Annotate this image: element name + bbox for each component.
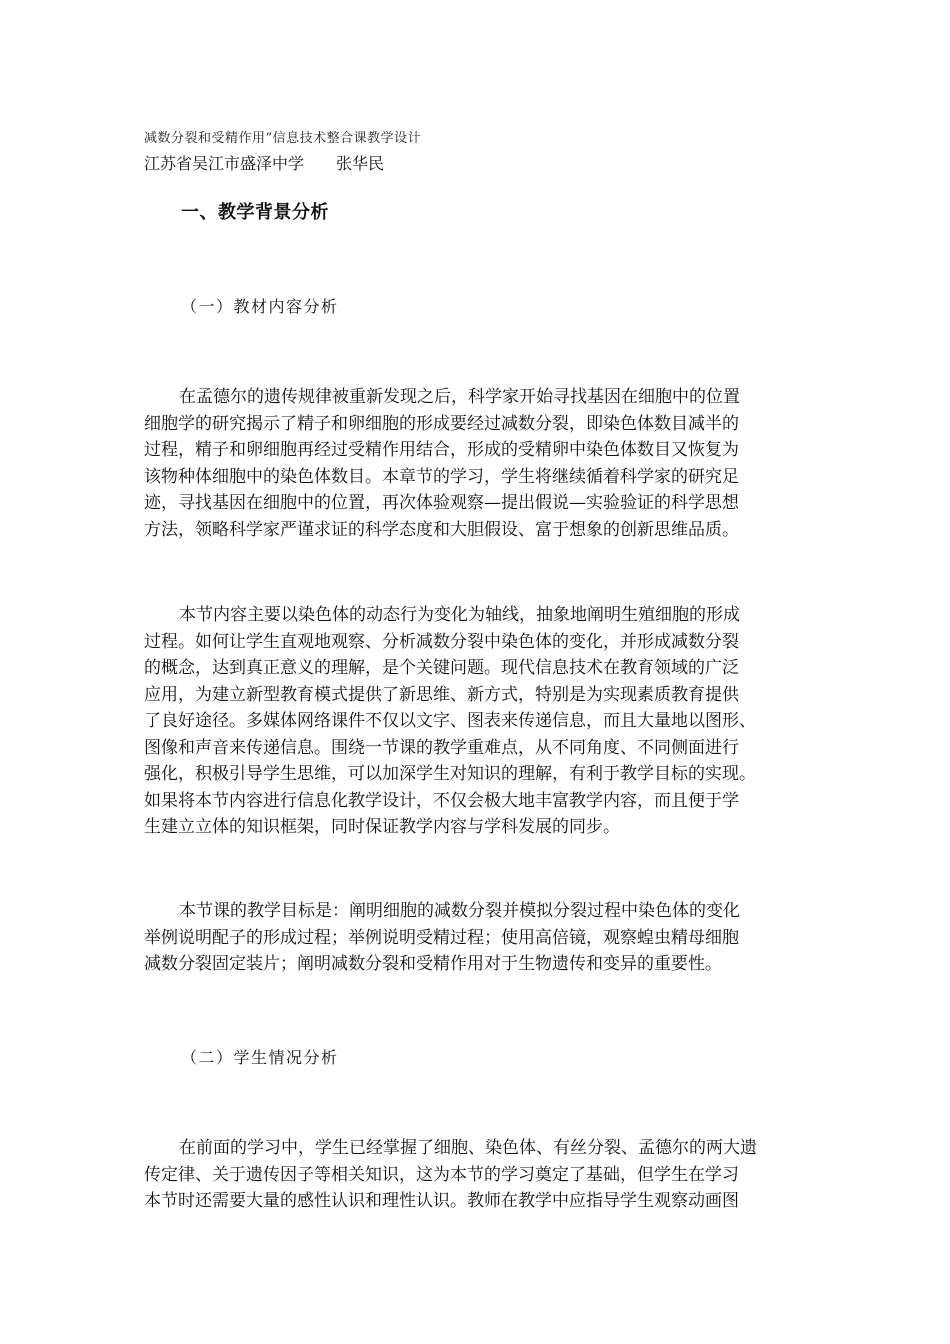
paragraph-line: 减数分裂固定装片；阐明减数分裂和受精作用对于生物遗传和变异的重要性。 [144,954,722,974]
paragraph-line: 传定律、关于遗传因子等相关知识，这为本节的学习奠定了基础，但学生在学习 [144,1164,739,1185]
paragraph-section-content [144,602,808,841]
paragraph-line: 过程。如何让学生直观地观察、分析减数分裂中染色体的变化，并形成减数分裂 [144,631,739,652]
paragraph-line: 应用，为建立新型教育模式提供了新思维、新方式，特别是为实现素质教育提供 [144,684,739,705]
author-name: 张华民 [336,154,385,173]
paragraph-textbook-content [144,384,808,543]
paragraph-line: 在孟德尔的遗传规律被重新发现之后，科学家开始寻找基因在细胞中的位置 [179,387,740,407]
paragraph-line: 细胞学的研究揭示了精子和卵细胞的形成要经过减数分裂，即染色体数目减半的 [144,413,739,434]
subsection-heading-textbook-analysis: （一）教材内容分析 [181,297,339,316]
paragraph-line: 如果将本节内容进行信息化教学设计，不仅会极大地丰富教学内容，而且便于学 [144,790,739,811]
document-title: 减数分裂和受精作用”信息技术整合课教学设计 [144,131,422,146]
paragraph-line: 本节内容主要以染色体的动态行为变化为轴线，抽象地阐明生殖细胞的形成 [179,605,740,625]
paragraph-line: 生建立立体的知识框架，同时保证教学内容与学科发展的同步。 [144,817,620,837]
paragraph-line: 的概念，达到真正意义的理解，是个关键问题。现代信息技术在教育领域的广泛 [144,658,739,678]
section-heading-background-analysis: 一、教学背景分析 [181,202,329,223]
paragraph-line: 本节课的教学目标是：阐明细胞的减数分裂并模拟分裂过程中染色体的变化 [179,901,740,921]
paragraph-line: 在前面的学习中，学生已经掌握了细胞、染色体、有丝分裂、孟德尔的两大遗 [179,1138,757,1158]
paragraph-line: 方法，领略科学家严谨求证的科学态度和大胆假设、富于想象的创新思维品质。 [144,519,739,540]
school-name: 江苏省吴江市盛泽中学 [144,154,305,173]
paragraph-line: 图像和声音来传递信息。围绕一节课的教学重难点，从不同角度、不同侧面进行 [144,737,739,758]
paragraph-line: 迹，寻找基因在细胞中的位置，再次体验观察—提出假说—实验验证的科学思想 [144,493,739,513]
author-line [144,151,384,174]
paragraph-line: 强化，积极引导学生思维，可以加深学生对知识的理解，有利于教学目标的实现。 [144,764,756,784]
paragraph-line: 举例说明配子的形成过程；举例说明受精过程；使用高倍镜，观察蝗虫精母细胞 [144,927,739,948]
paragraph-line: 过程，精子和卵细胞再经过受精作用结合，形成的受精卵中染色体数目又恢复为 [144,440,739,460]
subsection-heading-student-analysis: （二）学生情况分析 [181,1048,339,1067]
paragraph-line: 该物种体细胞中的染色体数目。本章节的学习，学生将继续循着科学家的研究足 [144,466,739,487]
paragraph-teaching-goals [144,898,808,978]
paragraph-line: 了良好途径。多媒体网络课件不仅以文字、图表来传递信息，而且大量地以图形、 [144,711,756,731]
paragraph-line: 本节时还需要大量的感性认识和理性认识。教师在教学中应指导学生观察动画图 [144,1191,739,1211]
paragraph-student-situation [144,1135,808,1215]
